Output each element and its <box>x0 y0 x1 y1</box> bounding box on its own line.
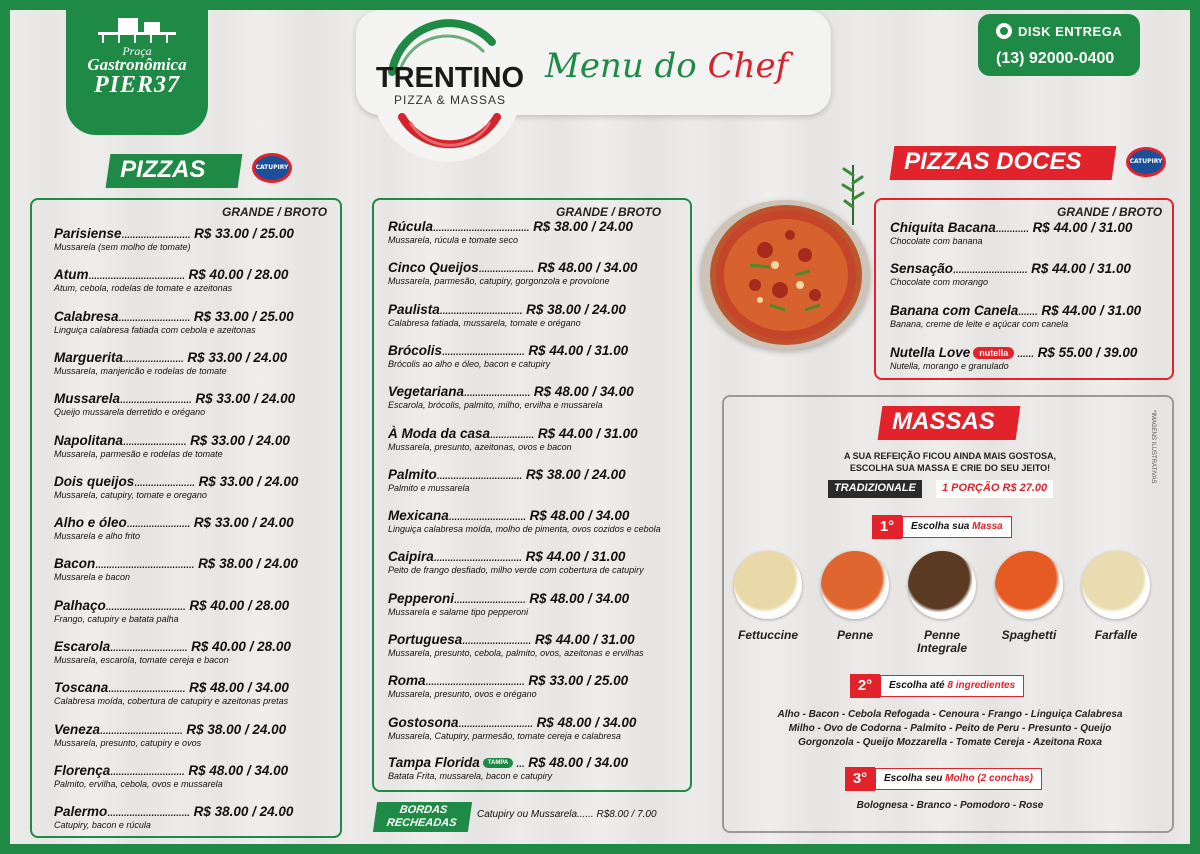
pasta-name: Farfalle <box>1094 628 1138 642</box>
step-label <box>880 675 1024 697</box>
dots: ............................ <box>110 639 188 654</box>
dots: ............ <box>995 220 1029 235</box>
menu-title <box>545 46 788 86</box>
massas-banner <box>878 406 1021 440</box>
step-2 <box>850 675 1024 697</box>
dots: .............................. <box>442 342 525 358</box>
pizza-item <box>54 598 289 624</box>
pizza-item <box>388 632 644 658</box>
dots: ...................... <box>134 473 195 489</box>
pizzas-banner <box>106 154 243 188</box>
massas-intro-2: ESCOLHA SUA MASSA E CRIE DO SEU JEITO! <box>849 463 1051 473</box>
dots: ................................... <box>88 267 185 283</box>
pizza-name: Palhaço <box>54 597 106 613</box>
dots: ......................... <box>121 226 191 241</box>
pizza-desc: Mussarela, rúcula e tomate seco <box>388 235 519 245</box>
pizza-desc: Brócolis ao alho e óleo, bacon e catupiry <box>388 358 551 369</box>
pizza-name: Alho e óleo <box>54 515 127 531</box>
pasta-image <box>995 551 1063 619</box>
menu-title-a: Menu do <box>545 46 708 86</box>
bordas-label-1: BORDAS <box>398 804 449 816</box>
pizza-item <box>54 804 293 830</box>
pizza-name: Veneza <box>54 721 101 737</box>
bordas-banner <box>373 802 472 832</box>
pizza-item <box>388 467 626 493</box>
pizza-price: R$ 48.00 / 34.00 <box>533 384 634 400</box>
pizza-price: R$ 33.00 / 25.00 <box>528 673 629 689</box>
pizza-price: R$ 38.00 / 24.00 <box>525 466 626 482</box>
ingredients-line-1: Alho - Bacon - Cebola Refogada - Cenoura - Frango - Linguiça Calabresa <box>777 709 1123 720</box>
ingredients-line-3: Gorgonzola - Queijo Mozzarella - Tomate Cereja - Azeitona Roxa <box>798 737 1102 748</box>
pizza-name: Mexicana <box>388 508 449 524</box>
pizza-item <box>54 639 291 665</box>
pizza-price: R$ 33.00 / 24.00 <box>195 391 296 407</box>
dots: ...................... <box>123 349 184 365</box>
pizza-desc: Mussarela e alho frito <box>54 531 141 542</box>
pier37-logo <box>66 0 208 135</box>
pizza-desc: Escarola, brócolis, palmito, milho, ervilha e mussarela <box>388 400 603 411</box>
step-1 <box>872 516 1012 538</box>
dots: .......................... <box>454 590 526 606</box>
doce-price: R$ 44.00 / 31.00 <box>1041 302 1142 318</box>
doce-item <box>890 261 1131 287</box>
doce-price: R$ 55.00 / 39.00 <box>1037 345 1138 360</box>
step-number: 3° <box>845 767 875 791</box>
pizza-item <box>54 680 289 706</box>
delivery-box[interactable] <box>978 14 1140 76</box>
dots: ......................... <box>462 632 532 647</box>
pizza-price: R$ 33.00 / 24.00 <box>187 349 288 365</box>
pasta-option <box>1081 551 1151 642</box>
pizza-name: Toscana <box>54 680 109 696</box>
pizza-price: R$ 48.00 / 34.00 <box>188 762 289 778</box>
pier-line3: PIER37 <box>93 72 180 98</box>
step-label-b: Molho (2 conchas) <box>945 773 1033 784</box>
step-label-a: Escolha sua <box>911 521 973 532</box>
pasta-option <box>994 551 1064 642</box>
doce-desc: Chocolate com morango <box>890 277 989 288</box>
dots: ................................ <box>433 549 522 565</box>
pasta-name: Penne Integrale <box>916 628 967 655</box>
pizza-item <box>54 309 294 335</box>
pizza-price: R$ 38.00 / 24.00 <box>198 556 298 572</box>
pizza-desc: Mussarela, parmesão e rodelas de tomate <box>54 448 223 459</box>
pizza-desc: Catupiry, bacon e rúcula <box>54 820 151 831</box>
logo-subtitle: PIZZA & MASSAS <box>393 93 507 107</box>
pizza-price: R$ 33.00 / 24.00 <box>198 473 299 489</box>
step-number: 1° <box>872 515 902 539</box>
pasta-name: Penne <box>836 628 873 642</box>
pizza-item <box>388 591 629 617</box>
sauces-line: Bolognesa - Branco - Pomodoro - Rose <box>856 800 1044 811</box>
pizza-item <box>388 508 661 534</box>
pizza-item <box>54 391 295 417</box>
pizza-name: Marguerita <box>54 349 124 365</box>
images-note: *IMAGENS ILUSTRATIVAS <box>1150 410 1156 484</box>
pizza-name: Tampa Florida <box>388 755 480 770</box>
doce-price: R$ 44.00 / 31.00 <box>1032 220 1133 235</box>
step-label-a: Escolha seu <box>884 773 946 784</box>
pizza-name: Palermo <box>54 804 108 820</box>
dots: .............................. <box>107 804 190 820</box>
pizza-desc: Calabresa fatiada, mussarela, tomate e orégano <box>388 317 581 328</box>
pizza-item <box>54 350 287 376</box>
pizza-price: R$ 48.00 / 34.00 <box>189 680 289 696</box>
massas-intro <box>800 450 1100 474</box>
dots: ............................ <box>448 508 526 524</box>
doce-price: R$ 44.00 / 31.00 <box>1031 261 1131 277</box>
step-3 <box>845 768 1042 790</box>
dots: .............................. <box>439 301 523 317</box>
pizza-name: Parisiense <box>54 226 122 241</box>
pizza-desc: Queijo mussarela derretido e orégano <box>54 407 206 418</box>
dots: ................................... <box>433 219 530 234</box>
pizza-desc: Calabresa moída, cobertura de catupiry e azeitonas pretas <box>54 696 289 707</box>
pizza-item <box>388 673 628 699</box>
pizza-item <box>54 556 298 582</box>
porcao-price: 1 PORÇÃO R$ 27.00 <box>936 480 1053 498</box>
pizza-item <box>388 549 644 575</box>
pier-icon <box>88 10 186 44</box>
pizza-price: R$ 48.00 / 34.00 <box>529 508 630 524</box>
pizza-desc: Mussarela (sem molho de tomate) <box>54 242 191 252</box>
pizza-name: Vegetariana <box>388 384 465 400</box>
pizza-price: R$ 40.00 / 28.00 <box>189 597 290 613</box>
bordas-text: Catupiry ou Mussarela...... R$8.00 / 7.00 <box>477 809 657 820</box>
dots: .......................... <box>118 308 191 324</box>
pier-line1: Praça <box>122 44 152 58</box>
pizza-desc: Atum, cebola, rodelas de tomate e azeitonas <box>54 283 233 294</box>
dots: ........................... <box>110 762 185 778</box>
pizza-name: Brócolis <box>388 342 443 358</box>
pizza-item <box>54 722 286 748</box>
dots: ... <box>516 755 525 770</box>
doce-name: Nutella Love <box>890 345 971 360</box>
pasta-option <box>733 551 803 642</box>
pizza-name: Mussarela <box>54 391 121 407</box>
massas-title: MASSAS <box>892 408 995 435</box>
dots: ............................... <box>436 466 523 482</box>
tampa-logo: TAMPA <box>483 758 513 768</box>
doces-banner <box>890 146 1117 180</box>
pizza-item <box>388 384 634 410</box>
dots: .............................. <box>100 721 183 737</box>
dots: ............................ <box>108 680 186 696</box>
delivery-label: DISK ENTREGA <box>1018 24 1123 39</box>
ingredients-line-2: Milho - Ovo de Codorna - Palmito - Peito de Peru - Presunto - Queijo <box>788 723 1112 734</box>
pizza-price: R$ 38.00 / 24.00 <box>526 301 626 317</box>
pizza-price: R$ 48.00 / 34.00 <box>528 755 629 770</box>
doce-name: Banana com Canela <box>890 302 1019 318</box>
pizza-price: R$ 44.00 / 31.00 <box>525 549 626 565</box>
pizza-desc: Batata Frita, mussarela, bacon e catupiry <box>388 771 553 781</box>
pasta-image <box>908 551 976 619</box>
pizza-price: R$ 33.00 / 25.00 <box>193 308 294 324</box>
pier-line2: Gastronômica <box>87 55 187 74</box>
pizza-name: Florença <box>54 762 111 778</box>
pizza-desc: Mussarela e salame tipo pepperoni <box>388 606 529 617</box>
pizza-item <box>388 426 638 452</box>
dots: ....................... <box>126 515 191 531</box>
pizzas-title: PIZZAS <box>120 156 206 183</box>
pizza-name: Paulista <box>388 301 440 317</box>
pizza-price: R$ 48.00 / 34.00 <box>536 714 637 730</box>
pizza-desc: Peito de frango desfiado, milho verde com cobertura de catupiry <box>388 565 644 576</box>
pizza-desc: Frango, catupiry e batata palha <box>54 613 179 624</box>
step-number: 2° <box>850 674 880 698</box>
step-label-b: 8 ingredientes <box>947 680 1016 691</box>
menu-title-b: Chef <box>707 46 789 86</box>
pizza-price: R$ 33.00 / 24.00 <box>190 432 290 448</box>
pasta-image <box>734 551 802 619</box>
whatsapp-icon <box>996 23 1012 39</box>
pizza-item <box>388 219 633 245</box>
pasta-image <box>821 551 889 619</box>
pizza-item-tampa <box>388 755 628 781</box>
pizza-name: Calabresa <box>54 308 119 324</box>
pizza-price: R$ 40.00 / 28.00 <box>188 267 289 283</box>
delivery-phone[interactable]: (13) 92000-0400 <box>996 50 1115 67</box>
pizza-desc: Mussarela, presunto, catupiry e ovos <box>54 737 202 748</box>
pizza-desc: Mussarela, presunto, ovos e orégano <box>388 689 537 700</box>
doces-item-nutella <box>890 345 1137 371</box>
pasta-option <box>907 551 977 655</box>
pizza-image <box>710 205 862 345</box>
dots: ....... <box>1018 302 1038 318</box>
pizza-name: Napolitana <box>54 432 124 448</box>
pizza-name: À Moda da casa <box>388 425 491 441</box>
pizza-name: Pepperoni <box>388 590 455 606</box>
pizza-name: Roma <box>388 673 426 689</box>
pizza-desc: Palmito e mussarela <box>388 482 470 493</box>
pizza-price: R$ 44.00 / 31.00 <box>537 425 638 441</box>
catupiry-badge: CATUPIRY <box>252 153 292 183</box>
pizza-name: Rúcula <box>388 219 434 234</box>
pizza-desc: Linguiça calabresa fatiada com cebola e azeitonas <box>54 324 256 335</box>
doce-name: Sensação <box>890 261 954 277</box>
doce-item <box>890 220 1132 246</box>
pizza-name: Dois queijos <box>54 473 135 489</box>
pizza-price: R$ 48.00 / 34.00 <box>529 590 630 606</box>
col-head-right: GRANDE / BROTO <box>556 205 662 219</box>
dots: ...... <box>1017 345 1034 360</box>
pizza-desc: Mussarela, parmesão, catupiry, gorgonzola e provolone <box>388 276 610 287</box>
logo-name: TRENTINO <box>375 62 525 94</box>
col-head-doces: GRANDE / BROTO <box>1057 205 1163 219</box>
pizza-desc: Mussarela, escarola, tomate cereja e bacon <box>54 655 229 665</box>
pizza-price: R$ 40.00 / 28.00 <box>191 639 291 654</box>
step-label <box>875 768 1042 790</box>
pizza-desc: Linguiça calabresa moída, molho de pimenta, ovos cozidos e cebola <box>388 524 661 535</box>
doce-desc: Banana, creme de leite e açúcar com canela <box>890 318 1069 329</box>
doce-desc: Nutella, morango e granulado <box>890 361 1009 371</box>
pizza-name: Escarola <box>54 639 111 654</box>
pizza-name: Palmito <box>388 466 437 482</box>
catupiry-badge-doces: CATUPIRY <box>1126 147 1166 177</box>
pizza-desc: Mussarela, Catupiry, parmesão, tomate cereja e calabresa <box>388 730 621 741</box>
pizza-name: Portuguesa <box>388 632 463 647</box>
col-head-left: GRANDE / BROTO <box>222 205 328 219</box>
pizza-price: R$ 38.00 / 24.00 <box>186 721 287 737</box>
dots: .......................... <box>120 391 192 407</box>
pizza-item <box>388 260 637 286</box>
pizza-name: Cinco Queijos <box>388 260 479 276</box>
pizza-item <box>54 267 288 293</box>
dots: .................... <box>478 260 534 276</box>
pizza-item <box>54 515 294 541</box>
dots: ........................... <box>458 714 533 730</box>
bordas-label-2: RECHEADAS <box>385 817 458 829</box>
pizza-name: Gostosona <box>388 714 459 730</box>
step-label-a: Escolha até <box>889 680 948 691</box>
massas-intro-1: A SUA REFEIÇÃO FICOU AINDA MAIS GOSTOSA, <box>843 451 1056 461</box>
pizza-desc: Mussarela, catupiry, tomate e oregano <box>54 489 207 500</box>
dots: .................................... <box>425 673 525 689</box>
pizza-item <box>54 433 290 459</box>
pizza-item <box>54 763 288 789</box>
dots: ................ <box>490 425 535 441</box>
doce-item <box>890 303 1141 329</box>
pizza-desc: Mussarela e bacon <box>54 572 131 583</box>
dots: ........................... <box>953 261 1028 277</box>
pizza-price: R$ 38.00 / 24.00 <box>193 804 294 820</box>
pizza-desc: Mussarela, presunto, azeitonas, ovos e bacon <box>388 441 572 452</box>
pizza-price: R$ 33.00 / 25.00 <box>194 226 294 241</box>
nutella-logo: nutella <box>973 347 1014 359</box>
pizza-desc: Palmito, ervilha, cebola, ovos e mussarela <box>54 778 223 789</box>
pasta-image <box>1082 551 1150 619</box>
dots: .................................... <box>95 556 195 572</box>
dots: ............................. <box>105 597 186 613</box>
pizza-item <box>54 226 294 252</box>
pizza-price: R$ 38.00 / 24.00 <box>533 219 633 234</box>
pizza-price: R$ 44.00 / 31.00 <box>534 632 635 647</box>
pizza-item <box>388 302 626 328</box>
step-label-b: Massa <box>972 521 1003 532</box>
doce-desc: Chocolate com banana <box>890 236 983 246</box>
pizza-desc: Mussarela, presunto, cebola, palmito, ovos, azeitonas e ervilhas <box>388 648 644 658</box>
tradizionale-label: TRADIZIONALE <box>828 480 922 498</box>
pizza-name: Atum <box>54 267 89 283</box>
dots: ....................... <box>123 432 187 448</box>
pasta-option <box>820 551 890 642</box>
pizza-price: R$ 33.00 / 24.00 <box>193 515 294 531</box>
pizzas-box-right <box>372 198 692 792</box>
pizza-name: Bacon <box>54 556 96 572</box>
pasta-name: Spaghetti <box>1001 628 1057 642</box>
pizza-desc: Mussarela, manjericão e rodelas de tomate <box>54 365 227 376</box>
step-label <box>902 516 1012 538</box>
pizza-item <box>388 715 636 741</box>
pizza-name: Caipira <box>388 549 434 565</box>
pizza-item <box>54 474 298 500</box>
pasta-name: Fettuccine <box>737 628 798 642</box>
pizza-item <box>388 343 628 369</box>
rosemary-icon <box>840 165 866 225</box>
doces-title: PIZZAS DOCES <box>904 148 1082 175</box>
doce-name: Chiquita Bacana <box>890 220 996 235</box>
pizza-price: R$ 44.00 / 31.00 <box>528 342 629 358</box>
pizza-price: R$ 48.00 / 34.00 <box>537 260 638 276</box>
dots: ........................ <box>464 384 531 400</box>
